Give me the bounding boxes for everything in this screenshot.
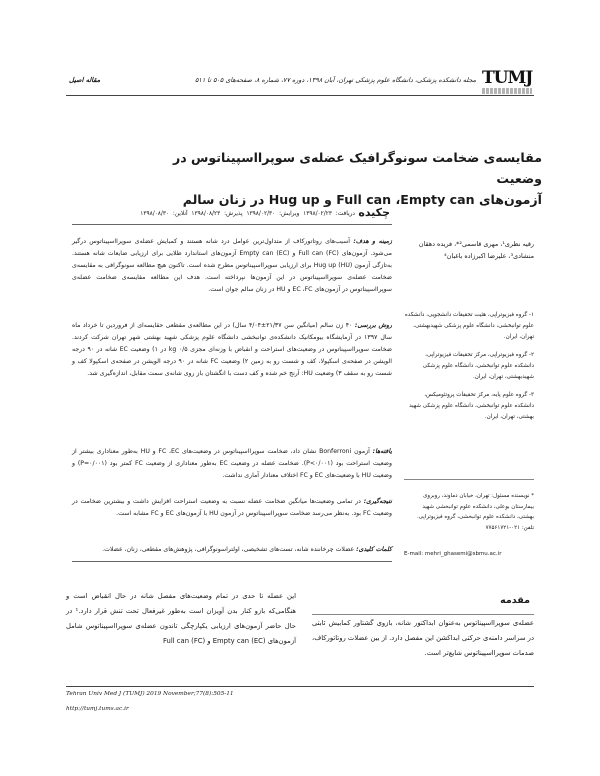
article-title: [150, 147, 542, 210]
introduction-paragraph-right: عضله‌ی سوپرااسپیناتوس به‌عنوان ابداکتور شانه، بازوی گشتاور کمابیش ثابتی در سراسر دامنه‌ی حرکتی ابداکشن این مفصل دارد. از بین عضلات روتاتورکاف، صدمات سوپرااسپیناتوس شایع‌تر است.: [312, 619, 534, 657]
results-text: آزمون Bonferroni نشان داد، ضخامت سوپرااسپیناتوس در وضعیت‌های FC ،EC و HU به‌طور معناداری بیشتر از وضعیت استراحت بود (P<۰/۰۰۱). ضخامت عضله در وضعیت EC به‌طور معناداری از وضعیت FC کمتر بود (P=۰/۰۰۱) و وضعیت HU با وضعیت‌های EC و FC اختلاف معنادار آماری نداشت.: [72, 448, 393, 479]
conclusion-label: نتیجه‌گیری:: [363, 498, 393, 505]
journal-citation-header: مجله دانشکده پزشکی، دانشگاه علوم پزشکی تهران، آبان ۱۳۹۸، دوره ۷۷، شماره ۸، صفحه‌های ۵۰۵ تا ۵۱۱: [194, 76, 476, 84]
footer-url: http://tumj.tums.ac.ir: [66, 706, 129, 712]
abstract-methods: [72, 320, 392, 380]
introduction-heading: مقدمه: [500, 595, 530, 606]
conclusion-text: در تمامی وضعیت‌ها میانگین ضخامت عضله نسبت به وضعیت استراحت افزایش داشت و بیشترین ضخامت در وضعیت FC بود. به‌نظر می‌رسد ضخامت سوپرااسپیناتوس در آزمون HU با آزمون‌های EC و FC مشابه است.: [72, 498, 392, 517]
title-line-1: مقایسه‌ی ضخامت سونوگرافیک عضله‌ی سوپرااسپیناتوس در وضعیت: [172, 150, 542, 186]
introduction-paragraph-left: این عضله تا حدی در تمام وضعیت‌های مفصل شانه در حال انقباض است و هنگامی‌که بازو کنار بدن آویزان است به‌طور غیرفعال تحت تنش قرار دارد.¹ در حال حاضر آزمون‌های ارزیابی یکپارچگی تاندون عضله‌ی سوپرااسپیناتوس شامل آزمون‌های Empty can (EC) و Full can (FC): [66, 592, 296, 645]
keywords-label: کلمات کلیدی:: [356, 546, 392, 553]
logo-subtitle: [482, 88, 532, 94]
abstract-results: [72, 446, 392, 482]
abstract-heading: چکیده: [358, 206, 390, 219]
header-rule: [66, 95, 534, 96]
methods-label: روش بررسی:: [354, 322, 393, 329]
methods-text: ۴۰ زن سالم (میانگین سن ۲۱/۳۷±۴/۰۴ سال) در این مطالعه‌ی مقطعی حقایسه‌ای از فروردین تا خرداد ماه سال ۱۳۹۷ در آزمایشگاه بیومکانیک دانشکده‌ی توانبخشی دانشگاه علوم پزشکی شهید بهشتی شهر تهران شرکت کردند. ضخامت سوپرااسپیناتوس در وضعیت‌های استراحت و انقباض با وزنه‌ای مجزی ۰/۵ kg در ۱) وضعیت EC شانه در ۹۰ درجه الویشن در صفحه‌ی اسکپولا، کف و شست رو به زمین ۲) وضعیت FC شانه در ۹۰ درجه الویشن در صفحه‌ی اسکپولا کف و شست رو به سقف ۳) وضعیت HU: آرنج خم شده و کف دست با انگشتان باز روی شانه‌ی سمت مقابل، اندازه‌گیری شد.: [72, 322, 392, 377]
footer-rule: [66, 686, 534, 687]
title-line-2: آزمون‌های Full can ،Empty can و Hug up در زنان سالم: [182, 192, 542, 207]
keywords-text: عضلات چرخاننده شانه، تست‌های تشخیصی، اولتراسونوگرافی، پژوهش‌های مقطعی، زنان، عضلات.: [102, 546, 355, 553]
affiliation-2: ۲- گروه فیزیوتراپی، مرکز تحقیقات فیزیوتراپی، دانشکده علوم توانبخشی، دانشگاه علوم پزشکی شهیدبهشتی، تهران، ایران.: [422, 352, 534, 380]
journal-logo: [480, 66, 532, 90]
abstract-bottom-rule: [72, 561, 392, 562]
footer-citation: Tehran Univ Med J (TUMJ) 2019 November;77(8):505-11: [66, 691, 234, 697]
logo-text: TUMJ: [482, 68, 533, 88]
affiliation-1: ۱- گروه فیزیوتراپی، هئیت تحقیقات دانشجویی، دانشکده علوم توانبخشی، دانشگاه علوم پزشکی شهیدبهشتی، تهران، ایران.: [404, 312, 534, 340]
background-text: آسیب‌های روتاتورکاف از متداول‌ترین عوامل درد شانه هستند و کمبایش عضله‌ی سوپرااسپیناتوس درگیر می‌شود. آزمون‌های Full can (FC) و Empty can (EC) آزمون‌های استاندارد طلایی برای ارزیابی ضایعات شانه هستند. به‌تازگی آزمون Hug up (HU) برای ارزیابی سوپرااسپیناتوس مطرح شده است. تاکنون هیچ مطالعه سونوگرافی به مقایسه‌ی ضخامت عضله‌ی سوپرااسپیناتوس در این آزمون‌ها نپرداخته است. هدف این مطالعه مقایسه‌ی ضخامت عضله‌ی سوپرااسپیناتوس در آزمون‌های EC ،FC و HU در زنان سالم جوان است.: [72, 238, 393, 293]
abstract-background: [72, 236, 392, 296]
author-list: رقیه نظری¹، مهری قاسمی²*، فریده دهقان منشادی³، علیرضا اکبرزاده باغبان⁴: [418, 240, 534, 260]
abstract-keywords: [72, 546, 392, 553]
background-label: زمینه و هدف:: [353, 238, 392, 245]
corresponding-author: * نویسنده مسئول: تهران، خیابان دماوند، روبروی بیمارستان بوعلی، دانشکده علوم توانبخشی شهید بهشتی، دانشکده علوم توانبخشی، گروه فیزیوتراپی. تلفن: ۰۲۱-۷۷۵۶۱۷۲۱: [416, 493, 534, 531]
affiliation-3: ۳- گروه علوم پایه، مرکز تحقیقات پروتئومیکس، دانشکده علوم توانبخشی، دانشگاه علوم پزشکی شهید بهشتی، تهران، ایران.: [409, 392, 534, 420]
abstract-conclusion: [72, 496, 392, 520]
article-type-label: مقاله اصیل: [69, 76, 101, 84]
abstract-rule: [72, 224, 392, 225]
corresponding-email: E-mail: mehri_ghasemi@sbmu.ac.ir: [404, 551, 502, 557]
correspondence-rule: [404, 479, 534, 480]
article-dates: دریافت: ۱۳۹۸/۰۲/۲۳ ویرایش: ۱۳۹۸/۰۲/۳۰ پذیرش: ۱۳۹۸/۰۸/۲۳ آنلاین: ۱۳۹۸/۰۸/۳۰: [140, 211, 355, 217]
introduction-rule: [312, 614, 534, 615]
results-label: یافته‌ها:: [372, 448, 392, 455]
